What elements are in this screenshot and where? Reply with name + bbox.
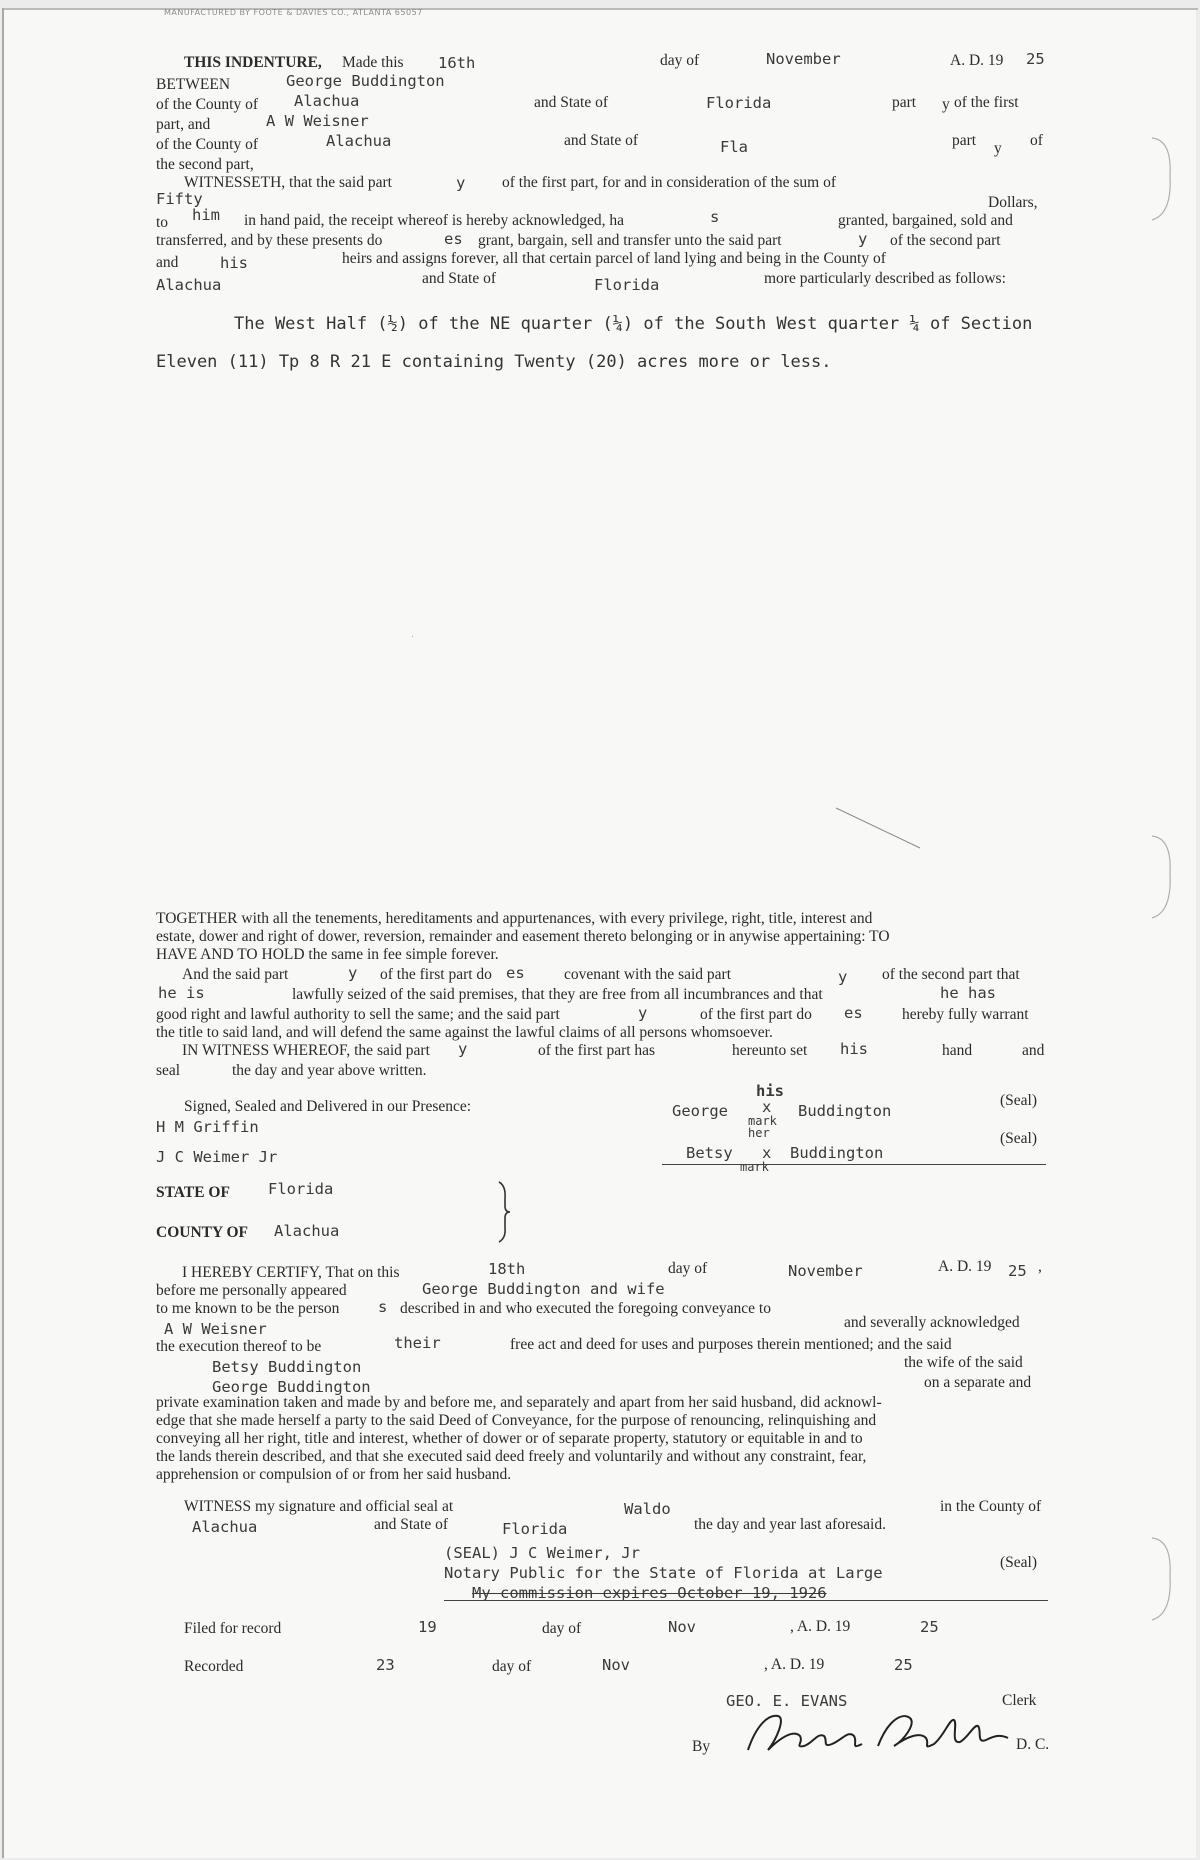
first-label: of the first <box>954 94 1019 111</box>
deputy-clerk-signature <box>738 1706 1014 1762</box>
covenant-text-c: covenant with the said part <box>564 966 732 983</box>
state-of-label: STATE OF <box>156 1184 230 1201</box>
ad-label: A. D. 19 <box>950 52 1004 69</box>
seal-state: Florida <box>502 1520 568 1538</box>
seal-1: (Seal) <box>1000 1092 1038 1109</box>
wife-mark: mark <box>740 1160 769 1174</box>
seal-label: seal <box>156 1062 181 1079</box>
authority-text-b: of the first part do <box>700 1006 812 1023</box>
certify-body-5: apprehension or compulsion of or from her said husband. <box>156 1466 512 1483</box>
grantor-county: Alachua <box>294 92 360 110</box>
seal-county: Alachua <box>192 1518 258 1536</box>
county-of-label: COUNTY OF <box>156 1224 248 1241</box>
filed-day: 19 <box>418 1618 437 1636</box>
has-suffix: s <box>710 208 720 226</box>
transferred-text: transferred, and by these presents do <box>156 232 383 249</box>
dc-label: D. C. <box>1016 1736 1050 1753</box>
by-label: By <box>692 1738 711 1755</box>
witness-2-name: J C Weimer Jr <box>156 1148 278 1166</box>
covenant-suffix-y: y <box>348 964 358 982</box>
hereunto-text: hereunto set <box>732 1042 808 1059</box>
witness-signature-text: WITNESS my signature and official seal at <box>184 1498 454 1515</box>
husband-name: George Buddington <box>212 1378 371 1396</box>
state-label-3: and State of <box>422 270 497 287</box>
heirs-text: heirs and assigns forever, all that certain parcel of land lying and being in the County of <box>342 250 886 267</box>
receipt-text: in hand paid, the receipt whereof is hereby acknowledged, ha <box>244 212 625 229</box>
indenture-heading: THIS INDENTURE, <box>184 54 322 71</box>
venue-brace <box>496 1180 512 1244</box>
aforesaid-text: the day and year last aforesaid. <box>694 1516 886 1533</box>
acknowledged-text: and severally acknowledged <box>844 1314 1020 1331</box>
covenant-text-b: of the first part do <box>380 966 492 983</box>
authority-suffix-es: es <box>844 1004 863 1022</box>
grantor-state: Florida <box>706 94 772 112</box>
stray-pen-mark <box>834 806 924 852</box>
margin-bracket-3 <box>1148 1536 1178 1622</box>
recorded-month: Nov <box>602 1656 630 1674</box>
covenant-text-a: And the said part <box>182 966 289 983</box>
land-description-line-1: The West Half (½) of the NE quarter (¼) of the South West quarter ¼ of Section <box>234 314 1033 334</box>
second-part-label: the second part, <box>156 156 254 173</box>
filed-month: Nov <box>668 1618 696 1636</box>
venue-state: Florida <box>268 1180 334 1198</box>
deed-year: 25 <box>1026 50 1045 68</box>
land-description-line-2: Eleven (11) Tp 8 R 21 E containing Twenty (20) acres more or less. <box>156 352 832 372</box>
state-label-2: and State of <box>564 132 639 149</box>
part-label-2: part <box>952 132 977 149</box>
filed-ad: , A. D. 19 <box>790 1618 851 1635</box>
defend-text: the title to said land, and will defend the same against the lawful claims of all persons whomsoever. <box>156 1024 773 1041</box>
grantor-mark: mark <box>748 1114 777 1128</box>
certify-month: November <box>788 1262 863 1280</box>
grantor-signature-last: Buddington <box>798 1102 892 1120</box>
land-county: Alachua <box>156 276 222 294</box>
part-and-label: part, and <box>156 116 211 133</box>
made-this-label: Made this <box>342 54 404 71</box>
deed-document <box>2 8 1196 1858</box>
granted-text: granted, bargained, sold and <box>838 212 1013 229</box>
certify-body-2: edge that she made herself a party to the said Deed of Conveyance, for the purpose of renouncing, relinquishing and <box>156 1412 877 1429</box>
recorded-year: 25 <box>894 1656 913 1674</box>
and-label-2: and <box>1022 1042 1045 1059</box>
signature-rule <box>662 1164 1046 1165</box>
free-act-text: free act and deed for uses and purposes therein mentioned; and the said <box>510 1336 952 1353</box>
grantor-signature-x: x <box>762 1098 772 1116</box>
recorded-day: 23 <box>376 1656 395 1674</box>
consideration-text: of the first part, for and in consideration of the sum of <box>502 174 837 191</box>
seal-place: Waldo <box>624 1500 671 1518</box>
stray-dot: · <box>411 632 415 643</box>
deed-day: 16th <box>438 54 476 72</box>
grantor-his: his <box>756 1082 784 1100</box>
their-word: their <box>394 1334 441 1352</box>
grantor-signature-first: George <box>672 1102 728 1120</box>
printer-imprint: MANUFACTURED BY FOOTE & DAVIES CO., ATLANTA 65057 <box>164 8 423 17</box>
and-label: and <box>156 254 179 271</box>
certify-body-1: private examination taken and made by and before me, and separately and apart from her said husband, did acknowl- <box>156 1394 882 1411</box>
separate-text: on a separate and <box>924 1374 1032 1391</box>
hand-label: hand <box>942 1042 973 1059</box>
certify-comma: , <box>1038 1258 1042 1275</box>
of-label: of <box>1030 132 1043 149</box>
execution-text: the execution thereof to be <box>156 1338 322 1355</box>
first-part-has-text: of the first part has <box>538 1042 656 1059</box>
party-suffix-3: y <box>456 174 466 192</box>
whereof-pronoun: his <box>840 1040 868 1058</box>
party-suffix: y <box>942 96 950 113</box>
covenant-text-d: of the second part that <box>882 966 1020 983</box>
day-of-label: day of <box>660 52 700 69</box>
grantee-name: A W Weisner <box>266 112 369 130</box>
seized-text: lawfully seized of the said premises, that they are free from all incumbrances and that <box>292 986 823 1003</box>
recorded-ad: , A. D. 19 <box>764 1656 825 1673</box>
notary-seal: (Seal) <box>1000 1554 1038 1571</box>
notary-rule <box>444 1600 1048 1601</box>
grantee-state: Fla <box>720 138 748 156</box>
together-line-2: estate, dower and right of dower, reversion, remainder and easement thereto belonging or in anywise appertaining: TO <box>156 928 890 945</box>
together-line-3: HAVE AND TO HOLD the same in fee simple forever. <box>156 946 499 963</box>
known-text: to me known to be the person <box>156 1300 340 1317</box>
margin-bracket-2 <box>1148 834 1178 920</box>
recorded-day-of: day of <box>492 1658 532 1675</box>
grantee-pronoun: his <box>220 254 248 272</box>
presence-label: Signed, Sealed and Delivered in our Presence: <box>184 1098 472 1115</box>
witness-whereof-text: IN WITNESS WHEREOF, the said part <box>182 1042 430 1059</box>
he-is: he is <box>158 984 205 1002</box>
certify-day: 18th <box>488 1260 526 1278</box>
filed-label: Filed for record <box>184 1620 282 1637</box>
authority-suffix-y: y <box>638 1004 648 1022</box>
warrant-text: hereby fully warrant <box>902 1006 1029 1023</box>
state-label: and State of <box>534 94 609 111</box>
consideration-amount: Fifty <box>156 190 203 208</box>
land-state: Florida <box>594 276 660 294</box>
clerk-label: Clerk <box>1002 1692 1037 1709</box>
part-label: part <box>892 94 917 111</box>
certify-text: I HEREBY CERTIFY, That on this <box>182 1264 400 1281</box>
recorded-label: Recorded <box>184 1658 244 1675</box>
wife-name: Betsy Buddington <box>212 1358 362 1376</box>
wife-signature-last: Buddington <box>790 1144 884 1162</box>
wife-of-text: the wife of the said <box>904 1354 1023 1371</box>
covenant-suffix-y-2: y <box>838 968 848 986</box>
conveyed-to-name: A W Weisner <box>164 1320 267 1338</box>
grantor-pronoun: him <box>192 206 220 224</box>
to-label: to <box>156 214 169 231</box>
county-label-2: of the County of <box>156 136 259 153</box>
covenant-suffix-es: es <box>506 964 525 982</box>
grantee-county: Alachua <box>326 132 392 150</box>
notary-commission: My commission expires October 19, 1926 <box>472 1584 827 1602</box>
party-suffix-4: y <box>858 230 868 248</box>
certify-ad: A. D. 19 <box>938 1258 992 1275</box>
whereof-suffix-y: y <box>458 1040 468 1058</box>
executed-text: described in and who executed the foregoing conveyance to <box>400 1300 771 1317</box>
second-part-text: of the second part <box>890 232 1001 249</box>
clerk-name: GEO. E. EVANS <box>726 1692 848 1710</box>
persons-suffix: s <box>378 1298 388 1316</box>
does-suffix: es <box>444 230 463 248</box>
day-year-text: the day and year above written. <box>232 1062 427 1079</box>
witness-1-name: H M Griffin <box>156 1118 259 1136</box>
grant-text: grant, bargain, sell and transfer unto the said part <box>478 232 782 249</box>
party-suffix-2: y <box>994 140 1002 157</box>
he-has: he has <box>940 984 996 1002</box>
notary-name: (SEAL) J C Weimer, Jr <box>444 1544 640 1562</box>
filed-day-of: day of <box>542 1620 582 1637</box>
together-line-1: TOGETHER with all the tenements, hereditaments and appurtenances, with every privilege, right, title, interest and <box>156 910 873 927</box>
filed-year: 25 <box>920 1618 939 1636</box>
wife-signature-x: x <box>762 1144 772 1162</box>
appeared-text: before me personally appeared <box>156 1282 347 1299</box>
witnesseth-text: WITNESSETH, that the said part <box>184 174 392 191</box>
certify-day-of: day of <box>668 1260 708 1277</box>
certify-year: 25 <box>1008 1262 1027 1280</box>
venue-county: Alachua <box>274 1222 340 1240</box>
authority-text: good right and lawful authority to sell the same; and the said part <box>156 1006 560 1023</box>
state-label-4: and State of <box>374 1516 449 1533</box>
between-label: BETWEEN <box>156 76 231 93</box>
margin-bracket-1 <box>1148 136 1178 222</box>
certify-body-4: the lands therein described, and that she executed said deed freely and voluntarily and without any constraint, fear, <box>156 1448 867 1465</box>
seal-2: (Seal) <box>1000 1130 1038 1147</box>
grantor-name: George Buddington <box>286 72 445 90</box>
described-text: more particularly described as follows: <box>764 270 1006 287</box>
county-of-text: in the County of <box>940 1498 1042 1515</box>
wife-her: her <box>748 1126 770 1140</box>
wife-signature-first: Betsy <box>686 1144 733 1162</box>
notary-title: Notary Public for the State of Florida at Large <box>444 1564 883 1582</box>
county-label: of the County of <box>156 96 259 113</box>
appeared-names: George Buddington and wife <box>422 1280 665 1298</box>
certify-body-3: conveying all her right, title and interest, whether of dower or of separate property, statutory or equitable in and to <box>156 1430 863 1447</box>
deed-month: November <box>766 50 841 68</box>
dollars-label: Dollars, <box>988 194 1038 211</box>
